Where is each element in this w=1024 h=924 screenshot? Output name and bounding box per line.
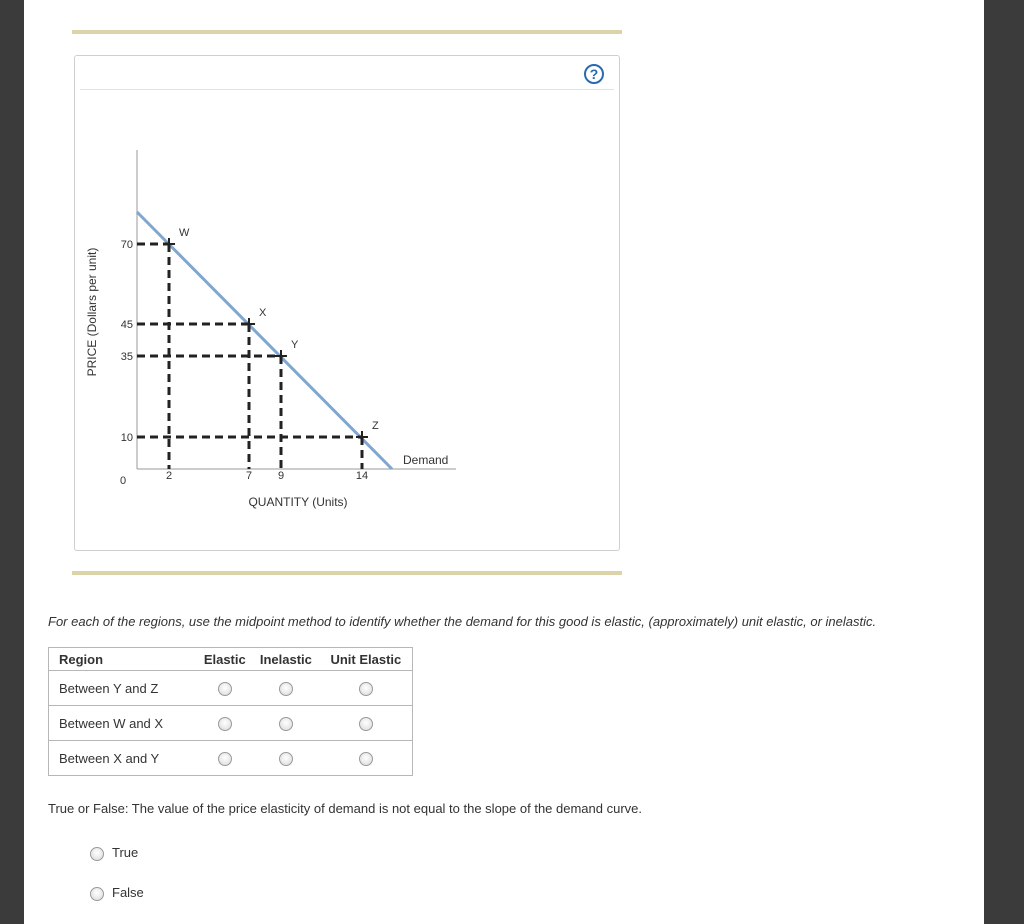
radio-elastic[interactable] (218, 682, 232, 696)
option-true-label: True (112, 845, 139, 860)
header-unit-elastic: Unit Elastic (320, 648, 413, 671)
table-row (49, 706, 413, 741)
point-label: W (179, 227, 190, 239)
x-tick-label: 14 (355, 470, 369, 482)
y-tick-label: 45 (120, 319, 133, 331)
header-region: Region (49, 648, 198, 671)
radio-unit-elastic[interactable] (359, 752, 373, 766)
radio-true[interactable] (90, 847, 104, 861)
demand-curve (137, 212, 392, 469)
point-label: Y (291, 339, 299, 351)
y-axis-title: PRICE (Dollars per unit) (85, 247, 99, 377)
region-label: Between W and X (49, 706, 198, 741)
x-tick-label: 7 (245, 470, 253, 482)
radio-unit-elastic[interactable] (359, 682, 373, 696)
x-axis-title: QUANTITY (Units) (248, 495, 348, 509)
origin-label: 0 (119, 475, 127, 487)
radio-elastic[interactable] (218, 717, 232, 731)
radio-inelastic[interactable] (279, 682, 293, 696)
radio-elastic[interactable] (218, 752, 232, 766)
table-row (49, 741, 413, 776)
help-button[interactable]: ? (584, 64, 604, 84)
radio-inelastic[interactable] (279, 752, 293, 766)
radio-false[interactable] (90, 887, 104, 901)
x-tick-label: 9 (277, 470, 285, 482)
region-label: Between Y and Z (49, 671, 198, 706)
demand-curve-label: Demand (403, 453, 449, 467)
option-false[interactable] (90, 885, 144, 901)
radio-inelastic[interactable] (279, 717, 293, 731)
point-label: X (259, 307, 267, 319)
x-tick-label: 2 (165, 470, 173, 482)
true-false-question: True or False: The value of the price elasticity of demand is not equal to the slope of the demand curve. (48, 801, 643, 816)
option-true[interactable] (90, 845, 138, 861)
question-text: For each of the regions, use the midpoint method to identify whether the demand for this good is elastic, (approximately) unit elastic, or inelastic. (48, 614, 877, 629)
point-label: Z (372, 420, 379, 432)
header-inelastic: Inelastic (252, 648, 320, 671)
y-tick-label: 10 (120, 432, 133, 444)
region-label: Between X and Y (49, 741, 198, 776)
y-tick-label: 35 (120, 351, 133, 363)
table-row (49, 671, 413, 706)
option-false-label: False (112, 885, 144, 900)
radio-unit-elastic[interactable] (359, 717, 373, 731)
header-elastic: Elastic (198, 648, 253, 671)
bottom-divider (72, 571, 622, 575)
elasticity-table (48, 647, 413, 776)
y-tick-label: 70 (120, 239, 133, 251)
